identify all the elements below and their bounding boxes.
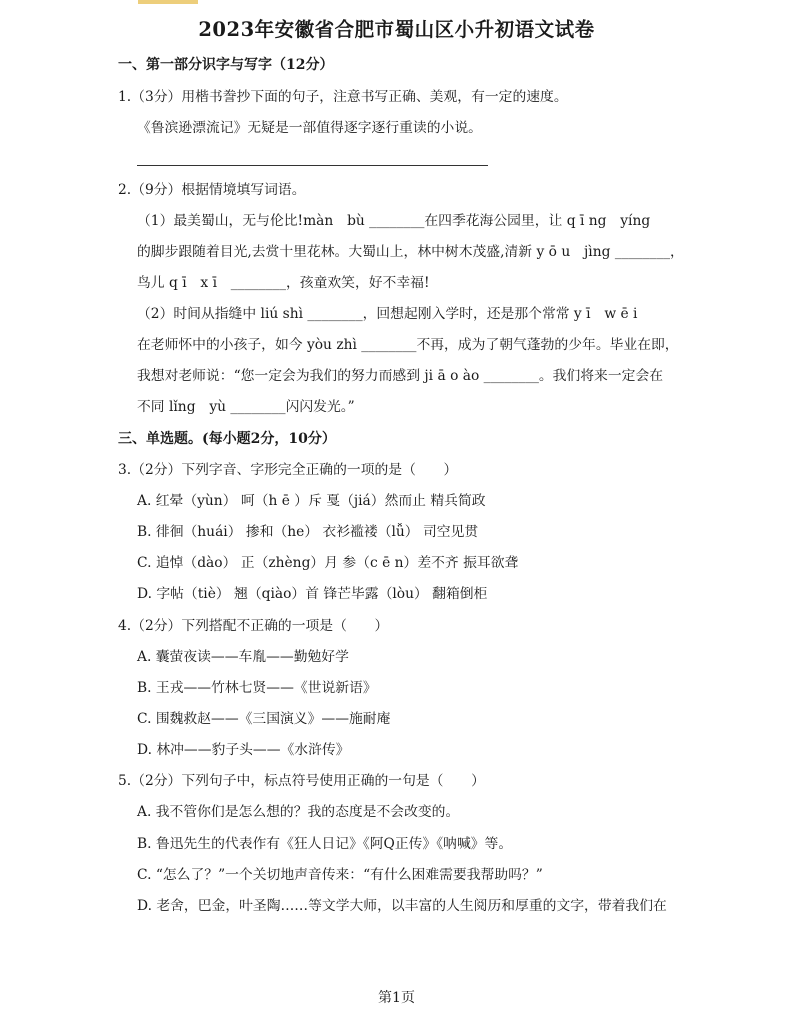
question-4-option-a: A. 囊萤夜读——车胤——勤勉好学 [137, 649, 349, 665]
question-4-option-c: C. 围魏救赵——《三国演义》——施耐庵 [137, 711, 391, 727]
question-2-part-1-line-2: 的脚步跟随着目光,去赏十里花林。大蜀山上，林中树木茂盛,清新 y ō u jìng ________， [137, 244, 684, 260]
question-4-option-b: B. 王戎——竹林七贤——《世说新语》 [137, 680, 377, 696]
question-1: 1.（3分）用楷书誊抄下面的句子，注意书写正确、美观，有一定的速度。 [118, 89, 568, 105]
question-2-part-2-line-2: 在老师怀中的小孩子，如今 yòu zhì ________不再，成为了朝气蓬勃的少年。毕业在即， [137, 337, 679, 353]
question-2-part-1-line-3: 鸟儿 q ī x ī ________，孩童欢笑，好不幸福! [137, 275, 430, 291]
question-3: 3.（2分）下列字音、字形完全正确的一项的是（ ） [118, 462, 458, 478]
question-2-part-2-line-4: 不同 lǐng yù ________闪闪发光。” [137, 399, 355, 415]
page-number: 第1页 [378, 990, 415, 1006]
question-3-option-a: A. 红晕（yùn） 呵（h ē ）斥 戛（jiá）然而止 精兵简政 [137, 493, 486, 509]
question-5-option-d: D. 老舍，巴金，叶圣陶……等文学大师，以丰富的人生阅历和厚重的文字，带着我们在 [137, 898, 667, 914]
top-highlight-mark [138, 0, 198, 4]
question-2-part-2-line-1: （2）时间从指缝中 liú shì ________，回想起刚入学时，还是那个常常 y ī w ē i [137, 306, 638, 322]
question-5-option-a: A. 我不管你们是怎么想的？我的态度是不会改变的。 [137, 804, 460, 820]
exam-title: 2023年安徽省合肥市蜀山区小升初语文试卷 [198, 18, 595, 41]
question-1-sentence: 《鲁滨逊漂流记》无疑是一部值得逐字逐行重读的小说。 [137, 120, 482, 136]
question-1-answer-line [137, 165, 488, 166]
question-3-option-c: C. 追悼（dào） 正（zhèng）月 参（c ē n）差不齐 振耳欲聋 [137, 555, 519, 571]
question-5-option-b: B. 鲁迅先生的代表作有《狂人日记》《阿Q正传》《呐喊》等。 [137, 836, 513, 852]
question-3-option-d: D. 字帖（tiè） 翘（qiào）首 锋芒毕露（lòu） 翻箱倒柜 [137, 586, 488, 602]
question-2: 2.（9分）根据情境填写词语。 [118, 182, 306, 198]
section-heading-3: 三、单选题。(每小题2分，10分） [118, 431, 336, 447]
question-4-option-d: D. 林冲——豹子头——《水浒传》 [137, 742, 350, 758]
question-5-option-c: C. “怎么了？”一个关切地声音传来：“有什么困难需要我帮助吗？” [137, 867, 543, 883]
section-heading-1: 一、第一部分识字与写字（12分） [118, 57, 334, 73]
question-2-part-1-line-1: （1）最美蜀山，无与伦比!màn bù ________在四季花海公园里，让 q ī ng yíng [137, 213, 651, 229]
question-3-option-b: B. 徘徊（huái） 掺和（he） 衣衫褴褛（lǚ） 司空见贯 [137, 524, 479, 540]
question-5: 5.（2分）下列句子中，标点符号使用正确的一句是（ ） [118, 773, 485, 789]
question-4: 4.（2分）下列搭配不正确的一项是（ ） [118, 618, 389, 634]
question-2-part-2-line-3: 我想对老师说：“您一定会为我们的努力而感到 ji ā o ào ________。我们将来一定会在 [137, 368, 664, 384]
